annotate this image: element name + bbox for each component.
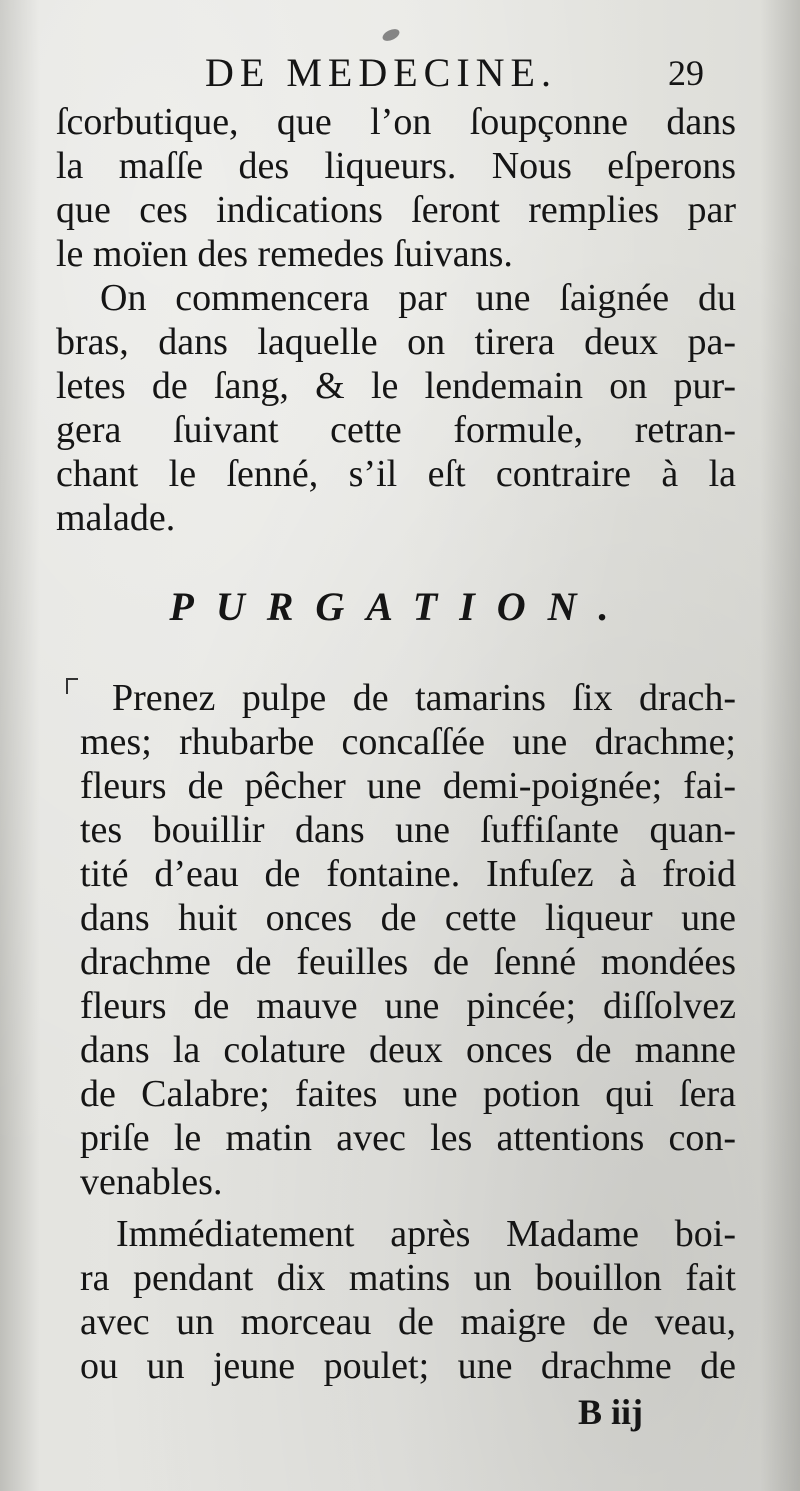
text-line: tes bouillir dans une ſuffiſante quan- (80, 809, 736, 851)
signature-mark: B iij (578, 1392, 644, 1432)
page-number: 29 (668, 53, 704, 93)
text-line: malade. (56, 497, 176, 539)
text-line: bras, dans laquelle on tirera deux pa- (56, 321, 736, 363)
text-line: ou un jeune poulet; une drachme de (80, 1345, 736, 1387)
text-line: de Calabre; faites une potion qui ſera (80, 1073, 736, 1115)
text-line: tité d’eau de fontaine. Infuſez à froid (80, 853, 736, 895)
text-line: gera ſuivant cette formule, retran- (56, 409, 736, 451)
text-line: chant le ſenné, s’il eſt contraire à la (56, 453, 736, 495)
text-line: ſcorbutique, que l’on ſoupçonne dans (56, 101, 736, 143)
text-line: drachme de feuilles de ſenné mondées (80, 941, 736, 983)
text-line: dans huit onces de cette liqueur une (80, 897, 736, 939)
text-line: venables. (80, 1161, 223, 1203)
ink-blot (381, 27, 402, 44)
running-head (0, 48, 800, 98)
recipe-mark-icon (66, 678, 78, 694)
text-line: letes de ſang, & le lendemain on pur- (56, 365, 736, 407)
text-line: la maſſe des liqueurs. Nous eſperons (56, 145, 736, 187)
text-line: fleurs de mauve une pincée; diſſolvez (80, 985, 736, 1027)
section-heading: PURGATION. (169, 584, 631, 629)
text-line: Immédiatement après Madame boi- (116, 1213, 736, 1255)
text-line: fleurs de pêcher une demi-poignée; fai- (80, 765, 736, 807)
text-line: ra pendant dix matins un bouillon fait (80, 1257, 736, 1299)
text-line: le moïen des remedes ſuivans. (56, 233, 513, 275)
text-line: dans la colature deux onces de manne (80, 1029, 736, 1071)
text-line: priſe le matin avec les attentions con- (80, 1117, 736, 1159)
text-line: avec un morceau de maigre de veau, (80, 1301, 736, 1343)
text-line: mes; rhubarbe concaſſée une drachme; (80, 721, 736, 763)
text-line: On commencera par une ſaignée du (100, 277, 736, 319)
text-line: que ces indications ſeront remplies par (56, 189, 736, 231)
running-title: DE MEDECINE. (205, 50, 557, 95)
text-line: Prenez pulpe de tamarins ſix drach- (112, 677, 736, 719)
